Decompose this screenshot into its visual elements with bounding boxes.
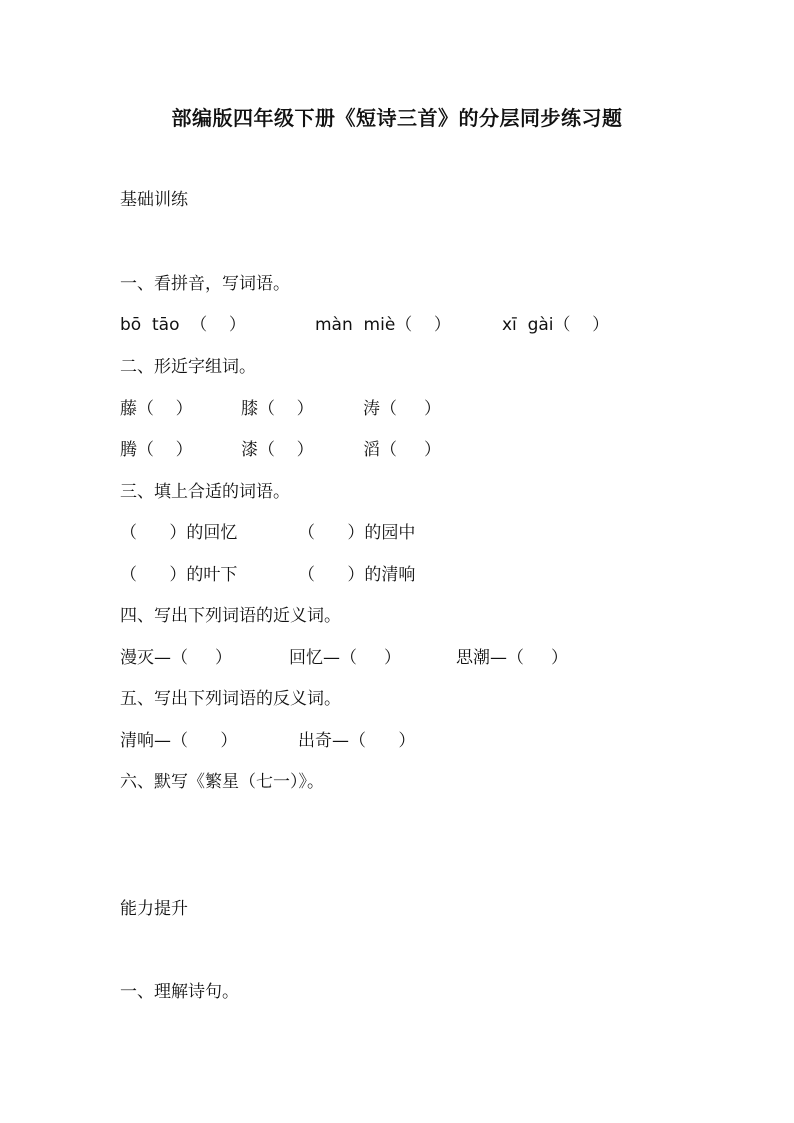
document-title: 部编版四年级下册《短诗三首》的分层同步练习题 (171, 106, 623, 130)
question-6-heading: 六、默写《繁星（七一）》。 (120, 772, 324, 792)
similar-char-item: 滔（ ） (363, 440, 442, 460)
similar-char-item: 藤（ ） (120, 399, 193, 419)
similar-char-item: 涛（ ） (363, 399, 442, 419)
question-2-heading: 二、形近字组词。 (120, 357, 256, 377)
antonym-item: 清响—（ ） (120, 731, 238, 751)
basic-section-heading: 基础训练 (120, 190, 188, 210)
similar-char-item: 膝（ ） (241, 399, 314, 419)
fill-word-item: （ ）的园中 (298, 523, 416, 543)
question-4-heading: 四、写出下列词语的近义词。 (120, 606, 341, 626)
antonym-item: 出奇—（ ） (298, 731, 416, 751)
pinyin-item-1: bō tāo （ ） (120, 315, 246, 335)
synonym-item: 回忆—（ ） (289, 648, 402, 668)
fill-word-item: （ ）的清响 (298, 565, 416, 585)
question-5-heading: 五、写出下列词语的反义词。 (120, 689, 341, 709)
synonym-item: 思潮—（ ） (456, 648, 569, 668)
similar-char-item: 漆（ ） (241, 440, 314, 460)
question-3-heading: 三、填上合适的词语。 (120, 482, 290, 502)
advanced-section-heading: 能力提升 (120, 899, 188, 919)
fill-word-item: （ ）的叶下 (120, 565, 238, 585)
similar-char-item: 腾（ ） (120, 440, 193, 460)
fill-word-item: （ ）的回忆 (120, 523, 238, 543)
advanced-question-1-heading: 一、理解诗句。 (120, 982, 239, 1002)
synonym-item: 漫灭—（ ） (120, 648, 233, 668)
pinyin-item-3: xī gài（ ） (502, 315, 610, 335)
question-1-heading: 一、看拼音，写词语。 (120, 274, 290, 294)
pinyin-item-2: màn miè（ ） (315, 315, 451, 335)
